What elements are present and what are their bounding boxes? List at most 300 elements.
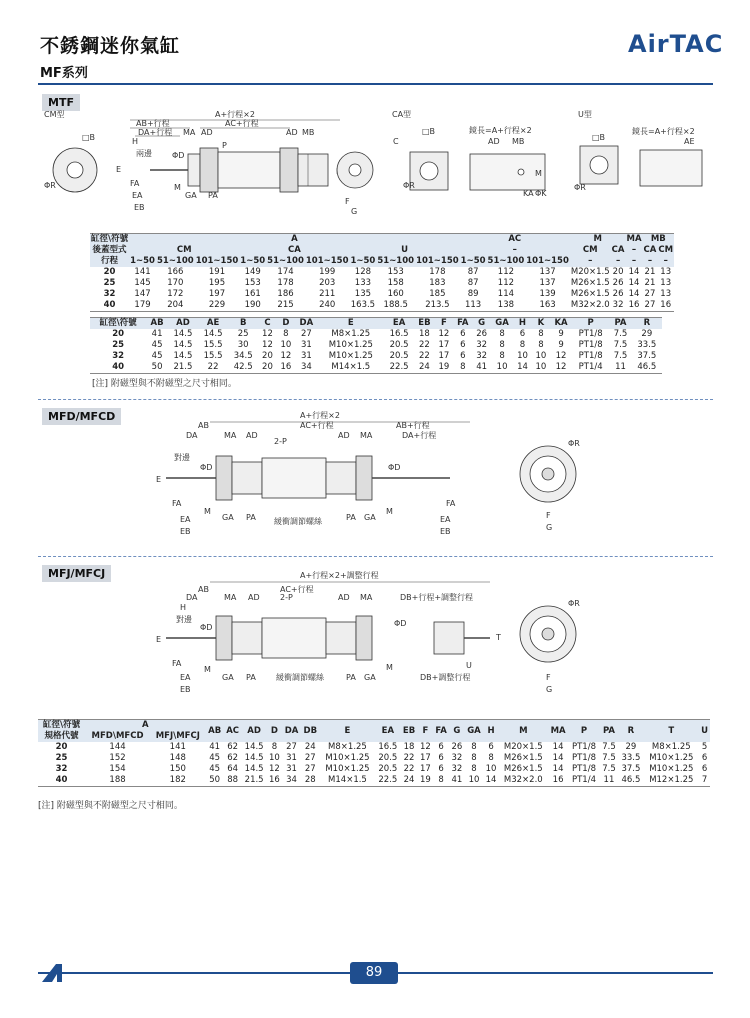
table-cell: 41: [449, 775, 464, 787]
table-cell: 29: [618, 742, 643, 753]
svg-text:F: F: [345, 197, 350, 206]
table-cell: 7.5: [609, 340, 631, 351]
table-cell: 137: [525, 278, 570, 289]
table-cell: 199: [305, 267, 350, 278]
table-row: [38, 764, 710, 775]
table-cell: 6: [453, 351, 472, 362]
label-2p-mfj: 2-P: [280, 593, 293, 602]
table-cell: M26×1.5: [570, 278, 610, 288]
spec-table-mfd-mfj: [38, 719, 710, 787]
table-header-cell: 規格代號: [38, 731, 85, 742]
table-cell: 8: [491, 340, 513, 351]
table-row: [90, 289, 674, 300]
label-hex: 兩邊: [136, 149, 152, 158]
table-cell: 112: [487, 278, 526, 289]
table-header-cell: 缸徑\符號: [90, 318, 146, 330]
svg-text:E: E: [116, 165, 122, 174]
dim-u-len: 鏡長=A+行程×2: [632, 127, 695, 136]
table-cell: 88: [224, 775, 242, 787]
table-header-cell: –: [611, 256, 626, 267]
table-cell: 14: [548, 753, 569, 764]
table-cell: 138: [487, 300, 526, 312]
dim-ac-stroke-mfd: AC+行程: [300, 421, 334, 430]
svg-text:FA: FA: [446, 499, 456, 508]
svg-text:ΦR: ΦR: [568, 599, 580, 608]
table-header-cell: –: [643, 256, 658, 267]
svg-text:EA: EA: [440, 515, 451, 524]
table-cell: 5: [699, 742, 710, 753]
table-header-cell: AC: [224, 720, 242, 743]
table-cell: 25: [38, 753, 85, 764]
table-header-cell: M: [570, 234, 626, 246]
table-row: [90, 278, 674, 289]
table-cell: 8: [465, 742, 484, 753]
mfd-drawing: [150, 410, 710, 545]
table-cell: 188.5: [376, 300, 415, 312]
table-cell: 8: [513, 340, 531, 351]
header-rule: [38, 83, 713, 85]
label-cm-type: CM型: [44, 110, 65, 119]
table-cell: M10×1.25: [318, 340, 384, 351]
svg-text:ΦD: ΦD: [388, 463, 401, 472]
table-header-cell: A: [129, 234, 460, 246]
dim-a-stroke2-mfd: A+行程×2: [300, 411, 340, 420]
table-cell: 45: [146, 351, 168, 362]
table-cell: 12: [258, 340, 276, 351]
svg-text:PA: PA: [246, 513, 256, 522]
svg-text:MB: MB: [512, 137, 525, 146]
table-header-cell: MA: [548, 720, 569, 743]
svg-text:FA: FA: [172, 659, 182, 668]
table-cell: 148: [150, 753, 206, 764]
table-cell: 14.5: [168, 340, 198, 351]
table-cell: 8: [465, 764, 484, 775]
table-cell: 172: [156, 289, 195, 300]
table-cell: 50: [146, 362, 168, 374]
table-header-cell: G: [449, 720, 464, 743]
table-cell: 240: [305, 300, 350, 312]
svg-text:□B: □B: [82, 133, 96, 142]
table-cell: 166: [156, 267, 195, 278]
table-header-cell: D: [267, 720, 282, 743]
table-cell: 22: [414, 351, 435, 362]
table-header-cell: R: [618, 720, 643, 743]
table-cell: M14×1.5: [318, 362, 384, 374]
table-header-cell: G: [472, 318, 490, 330]
table-cell: 17: [418, 764, 433, 775]
table-cell: PT1/8: [568, 753, 599, 764]
table-header-cell: K: [532, 318, 550, 330]
table-cell: 113: [460, 300, 487, 312]
table-row: [90, 300, 674, 312]
table-cell: 15.5: [198, 340, 228, 351]
table-cell: 50: [206, 775, 224, 787]
table-cell: 152: [85, 753, 150, 764]
table-cell: 27: [295, 329, 317, 340]
svg-text:AD: AD: [338, 431, 350, 440]
table-cell: PT1/8: [572, 351, 609, 362]
table-cell: M26×1.5: [499, 753, 548, 764]
table-cell: 14: [548, 742, 569, 753]
table-cell: 45: [206, 753, 224, 764]
svg-text:ΦR: ΦR: [44, 181, 56, 190]
table-header-cell: H: [483, 720, 498, 743]
table-header-cell: 1~50: [460, 256, 486, 266]
table-cell: 16.5: [375, 742, 400, 753]
svg-text:FA: FA: [130, 179, 140, 188]
dim-ac-stroke: AC+行程: [225, 119, 259, 128]
table-cell: 22.5: [375, 775, 400, 787]
table-cell: 161: [239, 289, 266, 300]
table-cell: 147: [129, 289, 156, 300]
table-cell: 19: [435, 362, 453, 374]
svg-text:EB: EB: [134, 203, 145, 212]
table-header-cell: B: [228, 318, 258, 330]
table-cell: 33.5: [632, 340, 662, 351]
table-cell: 150: [150, 764, 206, 775]
table-cell: 41: [206, 742, 224, 753]
dim-a-stroke2-adj: A+行程×2+調整行程: [300, 571, 379, 580]
table-cell: 32: [472, 351, 490, 362]
table-cell: 14.5: [198, 329, 228, 340]
table-cell: 28: [301, 775, 320, 787]
table-header-row: [90, 245, 674, 256]
table-header-cell: A: [85, 720, 206, 732]
svg-text:H: H: [180, 603, 187, 612]
svg-text:GA: GA: [364, 513, 376, 522]
table-cell: 20: [90, 267, 129, 278]
table-cell: 158: [376, 278, 415, 289]
table-cell: 32: [449, 764, 464, 775]
table-cell: 190: [239, 300, 266, 312]
table-cell: 13: [657, 278, 674, 289]
table-cell: 32: [38, 764, 85, 775]
table-cell: 19: [418, 775, 433, 787]
svg-text:H: H: [132, 137, 139, 146]
svg-text:MA: MA: [224, 431, 237, 440]
table-cell: 11: [600, 775, 619, 787]
svg-text:ΦD: ΦD: [172, 151, 185, 160]
table-header-cell: F: [418, 720, 433, 743]
table-cell: 229: [195, 300, 240, 312]
table-cell: PT1/8: [572, 329, 609, 340]
table-cell: 179: [129, 300, 156, 312]
table-header-cell: EA: [384, 318, 414, 330]
table-cell: 24: [400, 775, 417, 787]
table-cell: M12×1.25: [644, 775, 700, 787]
table-cell: 32: [449, 753, 464, 764]
table-cell: 183: [415, 278, 460, 289]
table-cell: 62: [224, 753, 242, 764]
table-body: [38, 742, 710, 787]
table-header-cell: M: [499, 720, 548, 743]
svg-text:M: M: [535, 169, 542, 178]
table-cell: 62: [224, 742, 242, 753]
table-cell: 27: [301, 764, 320, 775]
table-header-row: [90, 234, 674, 246]
table-cell: 14.5: [242, 742, 267, 753]
svg-text:MA: MA: [224, 593, 237, 602]
svg-text:EB: EB: [440, 527, 451, 536]
table-cell: 8: [491, 351, 513, 362]
table-header-cell: U: [699, 720, 710, 743]
table-cell: 31: [295, 351, 317, 362]
table-header-cell: 1~50: [130, 256, 155, 266]
table-cell: 25: [90, 340, 146, 351]
table-header-cell: CA: [611, 245, 625, 255]
table-header-cell: T: [644, 720, 700, 743]
table-cell: 8: [491, 329, 513, 340]
table-header-cell: E: [320, 720, 376, 743]
table-cell: 41: [146, 329, 168, 340]
table-cell: 40: [90, 300, 129, 312]
table-header-cell: AD: [242, 720, 267, 743]
svg-text:GA: GA: [185, 191, 197, 200]
table-cell: 20: [258, 351, 276, 362]
table-cell: 31: [295, 340, 317, 351]
table-header-cell: P: [572, 318, 609, 330]
table-cell: 163: [525, 300, 570, 312]
table-cell: M32×2.0: [499, 775, 548, 787]
table-header-cell: EA: [375, 720, 400, 743]
spec-table-mtf-b: [90, 317, 662, 374]
table-cell: 20.5: [375, 764, 400, 775]
dim-db-adj: DB+調整行程: [420, 673, 471, 682]
table-cell: 12: [267, 764, 282, 775]
table-cell: 153: [239, 278, 266, 289]
table-cell: 182: [150, 775, 206, 787]
table-cell: 18: [400, 742, 417, 753]
table-cell: M10×1.25: [318, 351, 384, 362]
table-header-row: [90, 256, 674, 267]
svg-text:KA: KA: [523, 189, 534, 198]
table-header-cell: D: [277, 318, 295, 330]
table-cell: 42.5: [228, 362, 258, 374]
table-cell: 7.5: [600, 742, 619, 753]
table-cell: 32: [472, 340, 490, 351]
table-cell: 14: [625, 289, 642, 300]
table-cell: 45: [146, 340, 168, 351]
table-header-cell: 後蓋型式: [90, 245, 129, 256]
label-cushion-mfd: 緩衝調節螺絲: [274, 517, 322, 526]
svg-text:E: E: [156, 475, 162, 484]
table-cell: 16: [267, 775, 282, 787]
svg-text:AD: AD: [248, 593, 260, 602]
svg-text:MA: MA: [360, 431, 373, 440]
table-cell: 32: [90, 289, 129, 300]
table-cell: 20.5: [375, 753, 400, 764]
table-cell: 45: [206, 764, 224, 775]
label-cushion-mfj: 緩衝調節螺絲: [276, 673, 324, 682]
table-cell: 6: [433, 753, 449, 764]
spec-table-mtf-a: [90, 233, 674, 312]
svg-text:P: P: [222, 141, 227, 150]
table-cell: 46.5: [618, 775, 643, 787]
svg-text:MA: MA: [183, 128, 196, 137]
table-header-cell: CM: [658, 245, 674, 255]
table-header-cell: AE: [198, 318, 228, 330]
table-header-cell: CM: [129, 245, 239, 256]
table-cell: 30: [228, 340, 258, 351]
table-cell: 13: [657, 289, 674, 300]
table-cell: 12: [435, 329, 453, 340]
table-cell: 27: [282, 742, 301, 753]
table-header-cell: 51~100: [487, 256, 525, 266]
table-cell: PT1/4: [572, 362, 609, 374]
table-cell: PT1/8: [572, 340, 609, 351]
table-cell: 20: [612, 267, 624, 277]
table-cell: 14.5: [168, 351, 198, 362]
table-cell: 128: [349, 267, 376, 278]
svg-text:DA: DA: [186, 593, 198, 602]
table-cell: 20.5: [384, 351, 414, 362]
table-cell: 21.5: [242, 775, 267, 787]
svg-text:C: C: [393, 137, 399, 146]
svg-text:ΦD: ΦD: [200, 463, 213, 472]
svg-text:EA: EA: [132, 191, 143, 200]
svg-text:GA: GA: [222, 513, 234, 522]
svg-text:AB: AB: [198, 585, 209, 594]
table-cell: 188: [85, 775, 150, 787]
table-header-cell: DA: [295, 318, 317, 330]
svg-text:MB: MB: [302, 128, 315, 137]
table-cell: 26: [612, 289, 624, 299]
dim-ab-stroke-mfd: AB+行程: [396, 421, 430, 430]
table-cell: 133: [349, 278, 376, 289]
table-cell: 154: [85, 764, 150, 775]
table-cell: 17: [435, 340, 453, 351]
table-cell: 22: [400, 764, 417, 775]
table-cell: 12: [418, 742, 433, 753]
table-cell: 144: [85, 742, 150, 753]
table-cell: 8: [267, 742, 282, 753]
table-header-cell: MFD\MFCD: [85, 731, 150, 742]
table-cell: 17: [435, 351, 453, 362]
table-cell: 21: [644, 278, 656, 288]
table-header-cell: 101~150: [526, 256, 569, 266]
svg-text:PA: PA: [208, 191, 218, 200]
table-cell: 15.5: [198, 351, 228, 362]
table-header-cell: –: [460, 245, 570, 256]
series-subtitle: MF系列: [40, 66, 88, 81]
table-cell: 16: [277, 362, 295, 374]
table-cell: 9: [550, 329, 572, 340]
svg-text:MA: MA: [360, 593, 373, 602]
svg-text:AB: AB: [198, 421, 209, 430]
table-cell: 191: [195, 267, 240, 278]
svg-text:ΦK: ΦK: [535, 189, 547, 198]
table-header-cell: 101~150: [195, 256, 239, 266]
svg-text:AD: AD: [286, 128, 298, 137]
svg-text:ΦD: ΦD: [394, 619, 407, 628]
label-oppo-mfj: 對邊: [176, 615, 192, 624]
table-cell: 8: [532, 340, 550, 351]
svg-text:T: T: [496, 633, 501, 642]
svg-text:ΦR: ΦR: [568, 439, 580, 448]
table-cell: M20×1.5: [499, 742, 548, 753]
table-cell: 10: [532, 351, 550, 362]
dim-da-stroke: DA+行程: [138, 128, 173, 137]
table-header-cell: 51~100: [267, 256, 304, 266]
table-cell: 10: [532, 362, 550, 374]
table-cell: 20: [38, 742, 85, 753]
table-header-cell: EB: [414, 318, 435, 330]
table-cell: 7.5: [600, 753, 619, 764]
table-cell: 6: [699, 753, 710, 764]
svg-text:M: M: [204, 665, 211, 674]
table-cell: 17: [418, 753, 433, 764]
table-header-cell: KA: [550, 318, 572, 330]
section-label-mfd: MFD/MFCD: [42, 408, 121, 425]
svg-text:□B: □B: [592, 133, 606, 142]
svg-text:F: F: [546, 673, 551, 682]
mfj-drawing: [150, 568, 710, 698]
table-cell: 145: [129, 278, 156, 289]
table-cell: PT1/8: [568, 764, 599, 775]
svg-text:EA: EA: [180, 515, 191, 524]
table-cell: 37.5: [632, 351, 662, 362]
dim-ab-stroke: AB+行程: [136, 119, 170, 128]
table-cell: 149: [239, 267, 266, 278]
table-cell: 195: [195, 278, 240, 289]
table-row: [90, 329, 662, 340]
table-cell: 185: [415, 289, 460, 300]
table-cell: M10×1.25: [320, 753, 376, 764]
svg-text:G: G: [546, 685, 553, 694]
table-header-cell: 缸徑\符號: [38, 720, 85, 732]
table-cell: 22: [198, 362, 228, 374]
table-header-cell: DA: [282, 720, 301, 743]
table-cell: 141: [150, 742, 206, 753]
table-cell: 14: [548, 764, 569, 775]
table-cell: 26: [472, 329, 490, 340]
table-row: [90, 267, 674, 278]
svg-text:FA: FA: [172, 499, 182, 508]
table-header-cell: 1~50: [350, 256, 376, 266]
table-header-cell: U: [349, 245, 459, 256]
table-cell: 6: [453, 329, 472, 340]
table-cell: 34: [295, 362, 317, 374]
table-cell: 8: [532, 329, 550, 340]
dim-ac-stroke-mfj: AC+行程: [280, 585, 314, 594]
table-cell: 13: [657, 267, 674, 278]
table-cell: 24: [414, 362, 435, 374]
section-divider: [38, 556, 713, 557]
table-header-cell: EB: [400, 720, 417, 743]
table-cell: 16: [657, 300, 674, 312]
svg-text:□B: □B: [422, 127, 436, 136]
table-header-cell: PA: [609, 318, 631, 330]
table-cell: 14: [625, 278, 642, 289]
table-cell: 25: [90, 278, 129, 289]
table-cell: 41: [472, 362, 490, 374]
table-cell: 22: [400, 753, 417, 764]
table-cell: 12: [258, 329, 276, 340]
table-cell: 40: [38, 775, 85, 787]
table-cell: 32: [90, 351, 146, 362]
table-cell: M26×1.5: [499, 764, 548, 775]
table-header-cell: R: [632, 318, 662, 330]
table-note-mtf: [注] 附磁型與不附磁型之尺寸相同。: [92, 379, 237, 389]
table-cell: 8: [483, 753, 498, 764]
table-cell: 24: [301, 742, 320, 753]
page-title: 不銹鋼迷你氣缸: [40, 35, 181, 57]
svg-text:PA: PA: [346, 673, 356, 682]
table-row: [38, 742, 710, 753]
table-cell: 31: [282, 764, 301, 775]
table-cell: 197: [195, 289, 240, 300]
table-cell: 87: [460, 267, 487, 278]
